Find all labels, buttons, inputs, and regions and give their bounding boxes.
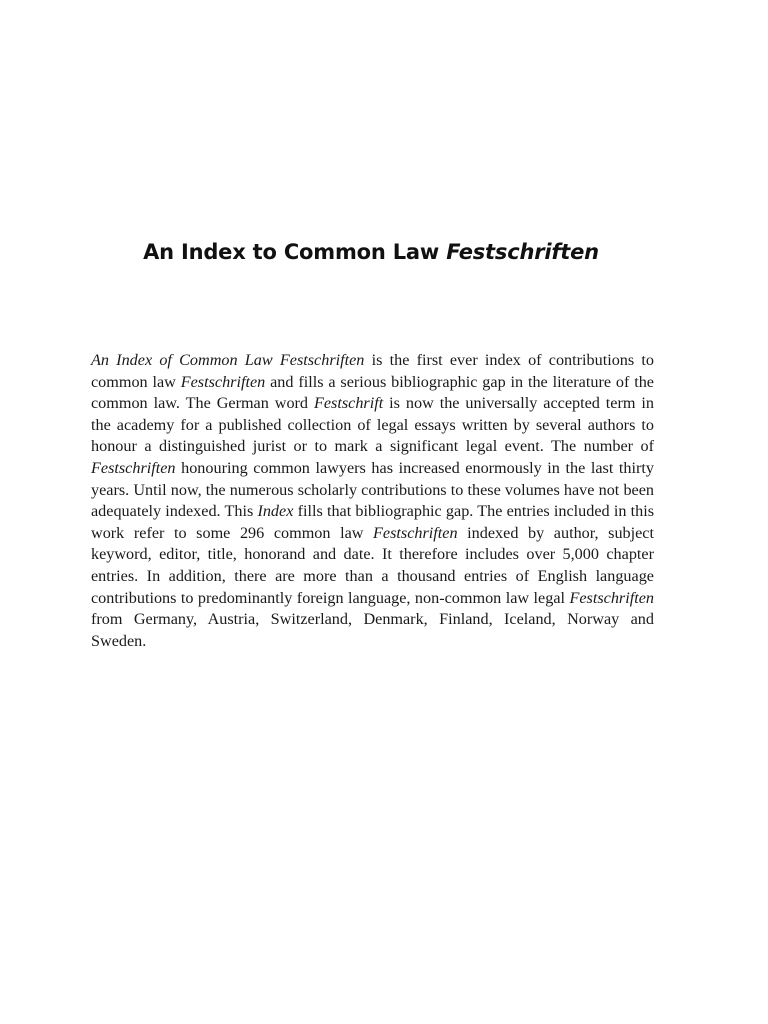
blurb-term: Festschriften <box>180 372 266 391</box>
blurb-term: Festschriften <box>91 458 176 477</box>
blurb-text: is the first ever index of contributions to common law <box>91 351 654 391</box>
blurb-text: from Germany, Austria, Switzerland, Denmark, Finland, Iceland, Norway and Sweden. <box>91 610 654 650</box>
blurb-text: and fills a serious bibliographic gap in the literature of the common law. The German word <box>91 372 654 413</box>
blurb-book-title: An Index of Common Law Festschriften <box>91 351 365 369</box>
blurb-text: fills that bibliographic gap. The entries included in this work refer to some 296 common law <box>91 502 654 542</box>
title-italic: Festschriften <box>446 240 599 264</box>
blurb-text: is now the universally accepted term in the academy for a published collection of legal essays written by several authors to honour a distinguished jurist or to mark a significant legal event. The number of <box>91 394 654 456</box>
blurb-paragraph <box>91 350 654 652</box>
blurb-term: Festschrift <box>313 394 384 413</box>
blurb-term: Index <box>257 502 294 521</box>
blurb-text: indexed by author, subject keyword, editor, title, honorand and date. It therefore includes over 5,000 chapter entries. In addition, there are more than a thousand entries of English language contributions to predominantly foreign language, non-common law legal <box>91 523 654 607</box>
page-title <box>0 240 742 264</box>
blurb-term: Festschriften <box>569 588 654 607</box>
blurb-text: honouring common lawyers has increased enormously in the last thirty years. Until now, the numerous scholarly contributions to these volumes have not been adequately indexed. This <box>91 458 654 521</box>
blurb-term: Festschriften <box>373 523 458 542</box>
title-main: An Index to Common Law <box>143 240 447 264</box>
